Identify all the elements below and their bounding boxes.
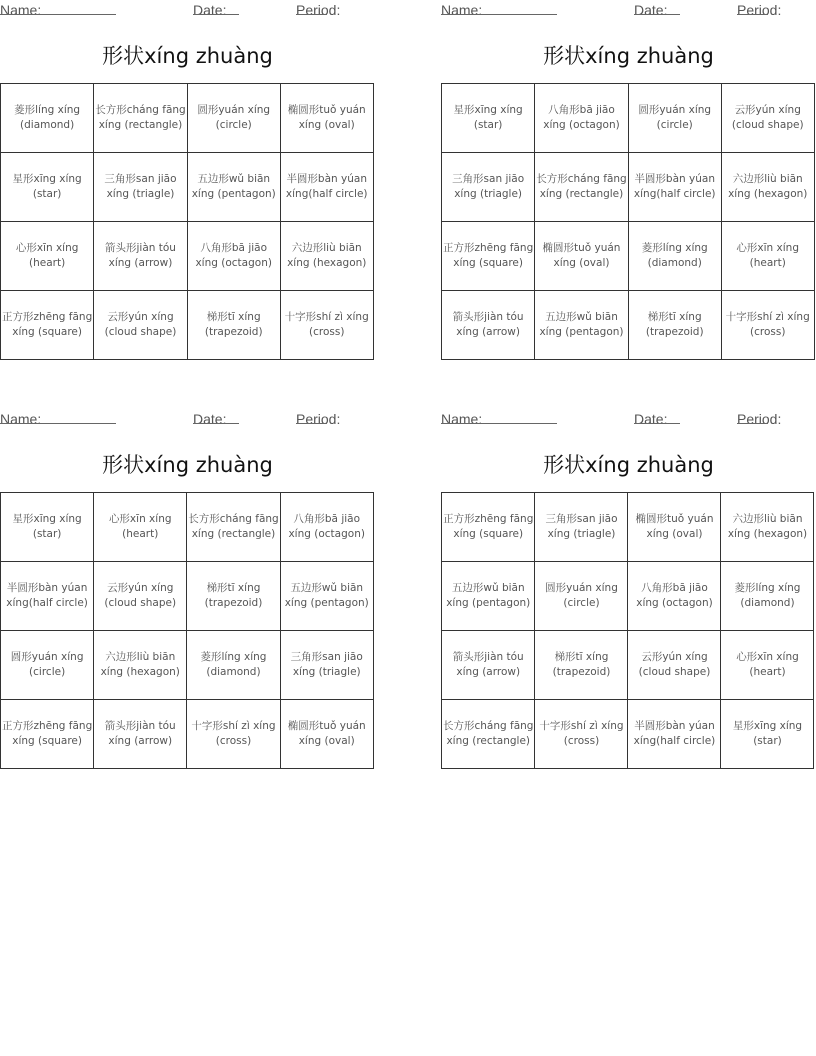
cell-chinese-label: 十字形shí zì xíng xyxy=(191,720,276,732)
worksheet-title: 形状xíng zhuàng xyxy=(543,453,714,477)
bingo-cell[interactable] xyxy=(535,222,628,291)
cell-english-label: xíng (octagon) xyxy=(636,597,713,609)
bingo-cell[interactable] xyxy=(187,631,280,700)
date-label: Date: xyxy=(634,2,668,18)
cell-chinese-label: 菱形líng xíng xyxy=(641,242,708,254)
cell-chinese-label: 半圆形bàn yúan xyxy=(6,582,88,594)
bingo-cell[interactable] xyxy=(535,153,628,222)
cell-english-label: xíng (oval) xyxy=(646,528,703,540)
cell-english-label: (circle) xyxy=(215,119,252,131)
cell-chinese-label: 正方形zhēng fāng xyxy=(443,242,534,254)
cell-chinese-label: 六边形liù biān xyxy=(732,513,803,525)
cell-english-label: (trapezoid) xyxy=(552,666,611,678)
cell-english-label: xíng (hexagon) xyxy=(727,528,808,540)
cell-chinese-label: 八角形bā jiāo xyxy=(200,242,268,254)
cell-english-label: xíng (hexagon) xyxy=(728,188,808,200)
date-blank[interactable] xyxy=(634,2,680,15)
bingo-cell[interactable] xyxy=(94,153,187,222)
cell-english-label: xíng (square) xyxy=(453,257,523,269)
cell-chinese-label: 星形xīng xíng xyxy=(12,173,82,185)
worksheet-title: 形状xíng zhuàng xyxy=(102,44,273,68)
name-label: Name: xyxy=(0,2,42,18)
name-blank[interactable] xyxy=(0,2,116,15)
cell-chinese-label: 星形xīng xíng xyxy=(453,104,523,116)
cell-chinese-label: 圆形yuán xíng xyxy=(197,104,271,116)
period-blank[interactable] xyxy=(296,411,327,424)
bingo-cell[interactable] xyxy=(628,153,721,222)
bingo-cell[interactable] xyxy=(442,222,535,291)
bingo-cell[interactable] xyxy=(535,562,628,631)
cell-chinese-label: 圆形yuán xíng xyxy=(10,651,84,663)
cell-english-label: xíng(half circle) xyxy=(633,188,716,200)
cell-english-label: xíng (pentagon) xyxy=(284,597,369,609)
cell-chinese-label: 星形xīng xíng xyxy=(732,720,803,732)
cell-english-label: (diamond) xyxy=(740,597,795,609)
card-header xyxy=(441,2,816,22)
cell-chinese-label: 五边形wǔ biān xyxy=(545,311,618,323)
bingo-cell[interactable] xyxy=(628,631,721,700)
cell-english-label: (diamond) xyxy=(20,119,75,131)
cell-english-label: xíng (triagle) xyxy=(454,188,523,200)
cell-english-label: (star) xyxy=(32,528,62,540)
grid-row xyxy=(1,493,374,562)
bingo-cell[interactable] xyxy=(628,291,721,360)
cell-chinese-label: 椭圆形tuǒ yuán xyxy=(287,104,366,116)
bingo-grid xyxy=(441,83,815,360)
grid-row xyxy=(442,291,815,360)
cell-english-label: (heart) xyxy=(29,257,66,269)
bingo-cell[interactable] xyxy=(721,631,814,700)
cell-chinese-label: 菱形líng xíng xyxy=(734,582,801,594)
bingo-cell[interactable] xyxy=(628,562,721,631)
cell-chinese-label: 半圆形bàn yúan xyxy=(634,720,715,732)
bingo-cell[interactable] xyxy=(187,222,280,291)
grid-row xyxy=(442,493,814,562)
cell-english-label: (circle) xyxy=(563,597,600,609)
bingo-grid xyxy=(0,492,374,769)
bingo-grid xyxy=(0,83,374,360)
cell-english-label: xíng (arrow) xyxy=(456,326,520,338)
cell-chinese-label: 长方形cháng fāng xyxy=(188,513,279,525)
bingo-cell[interactable] xyxy=(187,700,280,769)
bingo-cell[interactable] xyxy=(94,493,187,562)
name-label: Name: xyxy=(441,411,483,427)
period-label: Period: xyxy=(737,411,782,427)
bingo-cell[interactable] xyxy=(280,562,373,631)
bingo-cell[interactable] xyxy=(442,493,535,562)
cell-english-label: xíng (arrow) xyxy=(108,735,173,747)
bingo-cell[interactable] xyxy=(535,700,628,769)
bingo-cell[interactable] xyxy=(535,291,628,360)
grid-row xyxy=(1,631,374,700)
bingo-cell[interactable] xyxy=(442,84,535,153)
cell-english-label: (cross) xyxy=(563,735,600,747)
bingo-cell[interactable] xyxy=(94,700,187,769)
cell-english-label: (trapezoid) xyxy=(204,326,263,338)
cell-english-label: xíng (octagon) xyxy=(288,528,365,540)
card-header xyxy=(0,2,376,22)
cell-english-label: (heart) xyxy=(749,666,786,678)
cell-english-label: xíng (rectangle) xyxy=(446,735,531,747)
period-label: Period: xyxy=(296,2,341,18)
bingo-cell[interactable] xyxy=(280,291,373,360)
cell-english-label: (star) xyxy=(753,735,782,747)
cell-english-label: xíng(half circle) xyxy=(6,597,88,609)
bingo-cell[interactable] xyxy=(1,562,94,631)
cell-english-label: (cross) xyxy=(750,326,786,338)
cell-chinese-label: 箭头形jiàn tóu xyxy=(104,242,176,254)
grid-row xyxy=(1,291,374,360)
cell-english-label: xíng (square) xyxy=(12,735,82,747)
cell-chinese-label: 三角形san jiāo xyxy=(290,651,363,663)
cell-english-label: xíng(half circle) xyxy=(633,735,716,747)
cell-english-label: (cloud shape) xyxy=(104,326,177,338)
cell-chinese-label: 八角形bā jiāo xyxy=(548,104,615,116)
period-blank[interactable] xyxy=(737,411,768,424)
cell-chinese-label: 箭头形jiàn tóu xyxy=(104,720,176,732)
name-label: Name: xyxy=(0,411,42,427)
cell-chinese-label: 云形yún xíng xyxy=(107,582,174,594)
bingo-cell[interactable] xyxy=(442,700,535,769)
name-blank[interactable] xyxy=(441,411,557,424)
cell-english-label: xíng (oval) xyxy=(298,735,355,747)
bingo-cell[interactable] xyxy=(280,84,373,153)
bingo-cell[interactable] xyxy=(628,700,721,769)
cell-chinese-label: 长方形cháng fāng xyxy=(95,104,186,116)
cell-chinese-label: 圆形yuán xíng xyxy=(545,582,618,594)
bingo-cell[interactable] xyxy=(1,493,94,562)
name-blank[interactable] xyxy=(441,2,557,15)
cell-chinese-label: 五边形wǔ biān xyxy=(197,173,271,185)
bingo-cell[interactable] xyxy=(721,700,814,769)
period-label: Period: xyxy=(296,411,341,427)
period-blank[interactable] xyxy=(296,2,327,15)
bingo-cell[interactable] xyxy=(94,562,187,631)
cell-english-label: xíng (rectangle) xyxy=(539,188,624,200)
bingo-cell[interactable] xyxy=(1,153,94,222)
cell-chinese-label: 六边形liù biān xyxy=(732,173,803,185)
bingo-grid xyxy=(441,492,814,769)
cell-english-label: xíng (octagon) xyxy=(195,257,272,269)
bingo-cell[interactable] xyxy=(721,84,814,153)
bingo-cell[interactable] xyxy=(94,222,187,291)
cell-chinese-label: 五边形wǔ biān xyxy=(451,582,525,594)
cell-chinese-label: 半圆形bàn yúan xyxy=(286,173,367,185)
cell-chinese-label: 菱形líng xíng xyxy=(200,651,267,663)
cell-chinese-label: 十字形shí zì xíng xyxy=(725,311,810,323)
cell-chinese-label: 菱形líng xíng xyxy=(14,104,81,116)
grid-row xyxy=(1,562,374,631)
cell-chinese-label: 梯形tī xíng xyxy=(206,311,261,323)
cell-chinese-label: 五边形wǔ biān xyxy=(290,582,364,594)
date-label: Date: xyxy=(193,411,227,427)
bingo-cell[interactable] xyxy=(280,631,373,700)
bingo-cell[interactable] xyxy=(187,562,280,631)
cell-english-label: xíng (square) xyxy=(453,528,524,540)
date-blank[interactable] xyxy=(193,2,239,15)
bingo-cell[interactable] xyxy=(1,84,94,153)
bingo-cell[interactable] xyxy=(535,84,628,153)
cell-chinese-label: 八角形bā jiāo xyxy=(641,582,708,594)
bingo-cell[interactable] xyxy=(442,153,535,222)
bingo-cell[interactable] xyxy=(721,222,814,291)
period-blank[interactable] xyxy=(737,2,768,15)
grid-row xyxy=(1,222,374,291)
cell-english-label: xíng (arrow) xyxy=(108,257,173,269)
cell-english-label: xíng (arrow) xyxy=(456,666,521,678)
cell-english-label: (heart) xyxy=(749,257,786,269)
cell-chinese-label: 箭头形jiàn tóu xyxy=(452,311,524,323)
cell-chinese-label: 云形yún xíng xyxy=(107,311,174,323)
cell-chinese-label: 心形xīn xíng xyxy=(15,242,79,254)
cell-english-label: (diamond) xyxy=(206,666,261,678)
cell-english-label: xíng (triagle) xyxy=(292,666,361,678)
cell-english-label: (trapezoid) xyxy=(204,597,263,609)
grid-row xyxy=(442,84,815,153)
cell-chinese-label: 云形yún xíng xyxy=(734,104,801,116)
cell-chinese-label: 十字形shí zì xíng xyxy=(284,311,369,323)
cell-english-label: (diamond) xyxy=(647,257,702,269)
period-label: Period: xyxy=(737,2,782,18)
cell-english-label: xíng(half circle) xyxy=(285,188,368,200)
cell-chinese-label: 梯形tī xíng xyxy=(206,582,261,594)
cell-chinese-label: 长方形cháng fāng xyxy=(443,720,534,732)
bingo-cell[interactable] xyxy=(1,291,94,360)
cell-english-label: (star) xyxy=(473,119,503,131)
cell-english-label: xíng (rectangle) xyxy=(191,528,276,540)
cell-english-label: xíng (rectangle) xyxy=(98,119,183,131)
bingo-cell[interactable] xyxy=(94,291,187,360)
cell-english-label: (circle) xyxy=(29,666,66,678)
cell-chinese-label: 三角形san jiāo xyxy=(104,173,177,185)
grid-row xyxy=(1,153,374,222)
bingo-cell[interactable] xyxy=(442,291,535,360)
bingo-cell[interactable] xyxy=(94,631,187,700)
bingo-cell[interactable] xyxy=(721,153,814,222)
name-blank[interactable] xyxy=(0,411,116,424)
cell-english-label: xíng (oval) xyxy=(553,257,610,269)
cell-chinese-label: 星形xīng xíng xyxy=(12,513,82,525)
cell-chinese-label: 正方形zhēng fāng xyxy=(2,720,93,732)
cell-english-label: xíng (square) xyxy=(12,326,82,338)
cell-english-label: xíng (oval) xyxy=(298,119,355,131)
date-label: Date: xyxy=(634,411,668,427)
cell-chinese-label: 长方形cháng fāng xyxy=(536,173,627,185)
grid-row xyxy=(442,153,815,222)
bingo-cell[interactable] xyxy=(535,493,628,562)
cell-chinese-label: 正方形zhēng fāng xyxy=(2,311,93,323)
cell-english-label: xíng (triagle) xyxy=(106,188,175,200)
cell-english-label: xíng (octagon) xyxy=(543,119,620,131)
card-header xyxy=(441,411,816,431)
bingo-cell[interactable] xyxy=(442,562,535,631)
cell-chinese-label: 八角形bā jiāo xyxy=(293,513,361,525)
cell-chinese-label: 心形xīn xíng xyxy=(108,513,172,525)
bingo-cell[interactable] xyxy=(721,291,814,360)
bingo-cell[interactable] xyxy=(535,631,628,700)
grid-row xyxy=(1,84,374,153)
cell-chinese-label: 六边形liù biān xyxy=(291,242,362,254)
bingo-cell[interactable] xyxy=(1,700,94,769)
cell-chinese-label: 梯形tī xíng xyxy=(554,651,609,663)
cell-chinese-label: 椭圆形tuǒ yuán xyxy=(635,513,714,525)
worksheet-title: 形状xíng zhuàng xyxy=(102,453,273,477)
cell-english-label: (cloud shape) xyxy=(731,119,804,131)
cell-chinese-label: 椭圆形tuǒ yuán xyxy=(287,720,366,732)
bingo-cell[interactable] xyxy=(628,84,721,153)
cell-english-label: (star) xyxy=(32,188,62,200)
cell-chinese-label: 心形xīn xíng xyxy=(736,651,799,663)
cell-english-label: (trapezoid) xyxy=(645,326,704,338)
cell-chinese-label: 三角形san jiāo xyxy=(545,513,618,525)
cell-chinese-label: 半圆形bàn yúan xyxy=(634,173,715,185)
grid-row xyxy=(442,700,814,769)
cell-english-label: xíng (pentagon) xyxy=(539,326,624,338)
bingo-cell[interactable] xyxy=(280,493,373,562)
bingo-cell[interactable] xyxy=(1,222,94,291)
bingo-cell[interactable] xyxy=(187,493,280,562)
bingo-cell[interactable] xyxy=(442,631,535,700)
cell-chinese-label: 云形yún xíng xyxy=(641,651,708,663)
date-blank[interactable] xyxy=(634,411,680,424)
card-header xyxy=(0,411,376,431)
cell-english-label: (cross) xyxy=(215,735,252,747)
cell-english-label: xíng (hexagon) xyxy=(100,666,180,678)
grid-row xyxy=(442,631,814,700)
grid-row xyxy=(442,222,815,291)
cell-english-label: xíng (pentagon) xyxy=(446,597,531,609)
date-label: Date: xyxy=(193,2,227,18)
bingo-cell[interactable] xyxy=(628,222,721,291)
cell-english-label: xíng (pentagon) xyxy=(191,188,276,200)
bingo-cell[interactable] xyxy=(280,700,373,769)
cell-chinese-label: 箭头形jiàn tóu xyxy=(452,651,524,663)
cell-chinese-label: 梯形tī xíng xyxy=(647,311,702,323)
bingo-cell[interactable] xyxy=(1,631,94,700)
date-blank[interactable] xyxy=(193,411,239,424)
cell-english-label: (cross) xyxy=(309,326,345,338)
bingo-cell[interactable] xyxy=(94,84,187,153)
cell-english-label: xíng (triagle) xyxy=(547,528,616,540)
cell-chinese-label: 正方形zhēng fāng xyxy=(443,513,534,525)
bingo-cell[interactable] xyxy=(187,153,280,222)
bingo-cell[interactable] xyxy=(187,84,280,153)
bingo-cell[interactable] xyxy=(280,153,373,222)
bingo-cell[interactable] xyxy=(187,291,280,360)
grid-row xyxy=(442,562,814,631)
name-label: Name: xyxy=(441,2,483,18)
bingo-cell[interactable] xyxy=(280,222,373,291)
cell-chinese-label: 十字形shí zì xíng xyxy=(539,720,624,732)
bingo-cell[interactable] xyxy=(721,562,814,631)
worksheet-title: 形状xíng zhuàng xyxy=(543,44,714,68)
bingo-cell[interactable] xyxy=(628,493,721,562)
cell-english-label: (circle) xyxy=(656,119,693,131)
cell-english-label: (cloud shape) xyxy=(104,597,177,609)
cell-english-label: xíng (hexagon) xyxy=(287,257,367,269)
cell-chinese-label: 圆形yuán xíng xyxy=(638,104,712,116)
cell-chinese-label: 椭圆形tuǒ yuán xyxy=(542,242,621,254)
cell-chinese-label: 六边形liù biān xyxy=(105,651,176,663)
cell-chinese-label: 心形xīn xíng xyxy=(736,242,799,254)
grid-row xyxy=(1,700,374,769)
cell-english-label: (cloud shape) xyxy=(638,666,711,678)
cell-chinese-label: 三角形san jiāo xyxy=(452,173,525,185)
cell-english-label: (heart) xyxy=(122,528,159,540)
bingo-cell[interactable] xyxy=(721,493,814,562)
